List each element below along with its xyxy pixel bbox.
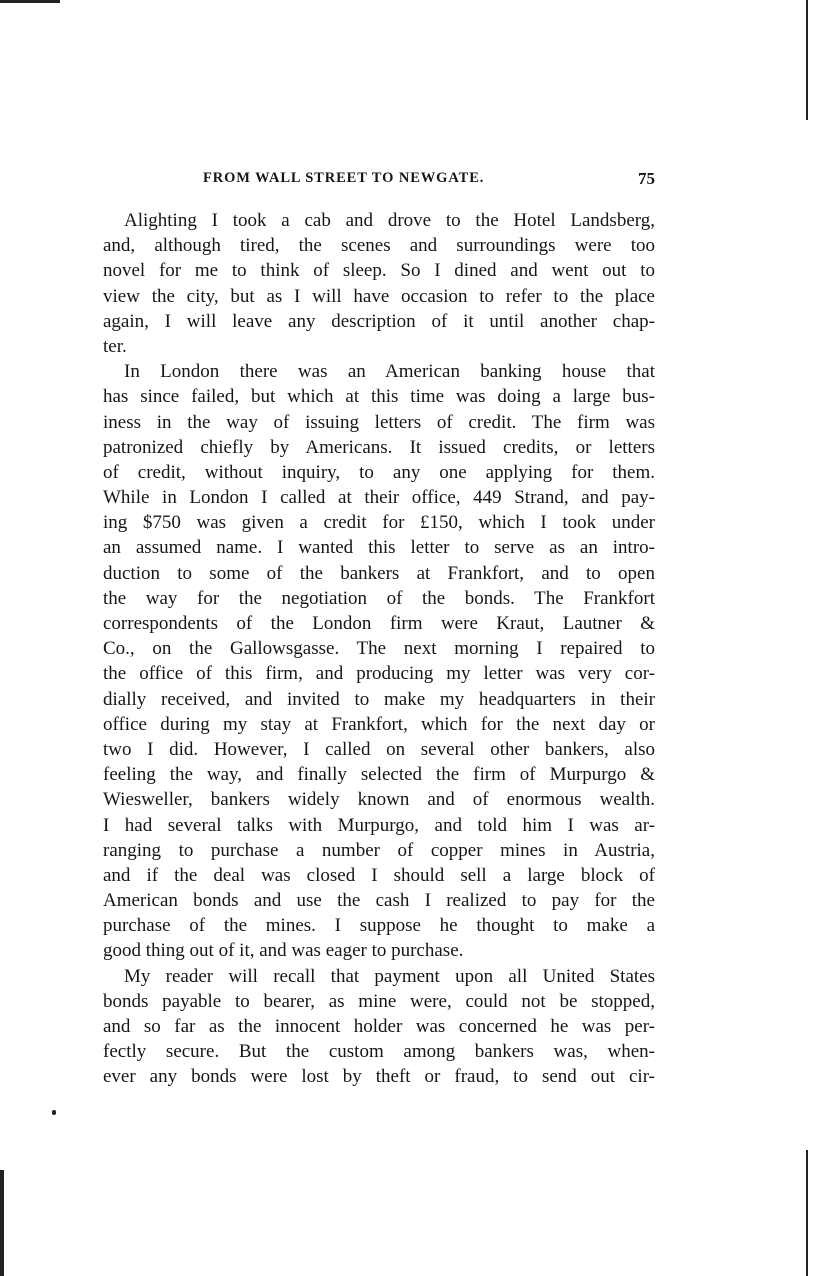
paragraph-2 [103, 359, 655, 964]
text-line: the way for the negotiation of the bonds. The Frankfort [103, 587, 655, 609]
text-line: ever any bonds were lost by theft or fraud, to send out cir- [103, 1066, 655, 1088]
text-line: I had several talks with Murpurgo, and told him I was ar- [103, 814, 655, 836]
running-head [203, 170, 657, 192]
text-line: feeling the way, and finally selected the firm of Murpurgo & [103, 764, 655, 786]
text-line: While in London I called at their office, 449 Strand, and pay- [103, 487, 655, 509]
text-line: has since failed, but which at this time was doing a large bus- [103, 386, 655, 408]
page-number: 75 [638, 169, 655, 188]
text-line: Alighting I took a cab and drove to the Hotel Landsberg, [124, 210, 655, 231]
text-line: ranging to purchase a number of copper mines in Austria, [103, 839, 655, 861]
text-line: novel for me to think of sleep. So I dined and went out to [103, 260, 655, 282]
text-line: an assumed name. I wanted this letter to serve as an intro- [103, 537, 655, 559]
text-line: Wiesweller, bankers widely known and of enormous wealth. [103, 789, 655, 811]
scan-artifact-dot [52, 1110, 56, 1115]
text-line: patronized chiefly by Americans. It issued credits, or letters [103, 436, 655, 458]
text-line: Co., on the Gallowsgasse. The next morning I repaired to [103, 638, 655, 660]
text-line: the office of this firm, and producing my letter was very cor- [103, 663, 655, 685]
text-line: of credit, without inquiry, to any one applying for them. [103, 461, 655, 483]
body-text [103, 208, 655, 1090]
scan-artifact-right-edge-low [806, 1150, 808, 1276]
text-line: American bonds and use the cash I realized to pay for the [103, 890, 655, 912]
text-line: fectly secure. But the custom among bankers was, when- [103, 1041, 655, 1063]
text-line: In London there was an American banking house that [124, 361, 655, 383]
text-line: and, although tired, the scenes and surroundings were too [103, 235, 655, 257]
text-line: view the city, but as I will have occasion to refer to the place [103, 285, 655, 307]
text-line: good thing out of it, and was eager to purchase. [103, 940, 464, 962]
text-line: My reader will recall that payment upon all United States [124, 965, 655, 987]
text-line: bonds payable to bearer, as mine were, could not be stopped, [103, 990, 655, 1012]
text-line: and if the deal was closed I should sell a large block of [103, 864, 655, 886]
text-line: and so far as the innocent holder was concerned he was per- [103, 1016, 655, 1037]
text-line: two I did. However, I called on several other bankers, also [103, 738, 655, 760]
text-line: dially received, and invited to make my headquarters in their [103, 688, 655, 710]
scan-artifact-top-left [0, 0, 60, 3]
scan-artifact-right-edge [806, 0, 808, 120]
text-line: again, I will leave any description of it until another chap- [103, 310, 655, 332]
text-line: iness in the way of issuing letters of credit. The firm was [103, 411, 655, 433]
text-line: office during my stay at Frankfort, which for the next day or [103, 713, 655, 735]
running-head-title: FROM WALL STREET TO NEWGATE. [203, 170, 485, 186]
text-line: correspondents of the London firm were Kraut, Lautner & [103, 613, 655, 634]
text-line: duction to some of the bankers at Frankfort, and to open [103, 562, 655, 584]
text-line: ter. [103, 335, 127, 357]
paragraph-3 [103, 964, 655, 1090]
text-line: ing $750 was given a credit for £150, which I took under [103, 512, 655, 534]
text-line: purchase of the mines. I suppose he thought to make a [103, 915, 655, 937]
paragraph-1 [103, 208, 655, 359]
scan-artifact-left-edge [0, 1170, 4, 1276]
